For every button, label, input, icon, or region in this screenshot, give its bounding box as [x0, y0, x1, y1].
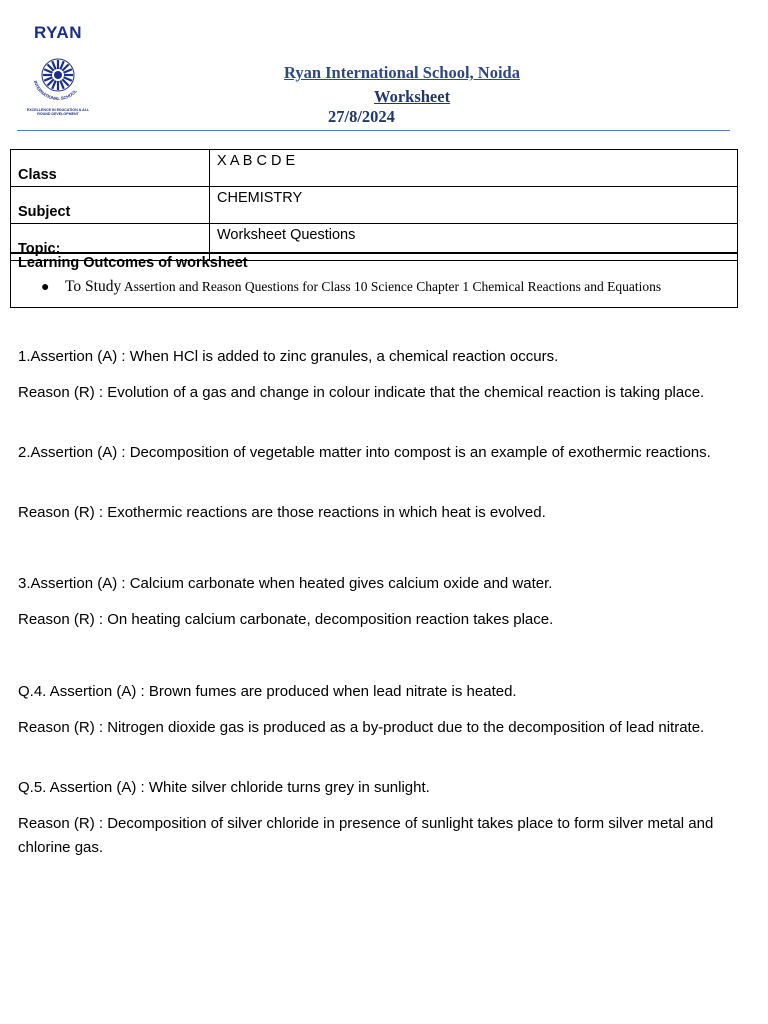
header-divider [17, 130, 730, 131]
logo-ray [44, 69, 52, 72]
learning-outcomes-box [10, 252, 738, 308]
subject-value: CHEMISTRY [210, 187, 738, 224]
q3-reason: Reason (R) : On heating calcium carbonate, decomposition reaction takes place. [18, 611, 554, 628]
bullet-icon: ● [41, 280, 50, 295]
info-table [10, 149, 738, 261]
logo-ray [52, 81, 55, 89]
worksheet-date: 27/8/2024 [328, 107, 395, 126]
class-row [11, 150, 738, 187]
q5-reason: Reason (R) : Decomposition of silver chloride in presence of sunlight takes place to form silver metal and chlorine gas. [18, 815, 714, 856]
logo-ray [64, 69, 72, 72]
class-value: X A B C D E [210, 150, 738, 187]
q2-reason: Reason (R) : Exothermic reactions are those reactions in which heat is evolved. [18, 504, 546, 521]
logo-tagline: EXCELLENCE IN EDUCATION & ALL ROUND DEVELOPMENT [26, 108, 90, 116]
logo-ray [60, 61, 63, 69]
learning-outcome-text: Assertion and Reason Questions for Class 10 Science Chapter 1 Chemical Reactions and Equations [123, 279, 662, 294]
logo-ray [47, 64, 53, 70]
topic-label: Topic: [11, 224, 210, 261]
subject-row [11, 187, 738, 224]
learning-outcomes-title: Learning Outcomes of worksheet [18, 255, 248, 271]
worksheet-title: Worksheet [374, 87, 451, 106]
q3-assertion: 3.Assertion (A) : Calcium carbonate when heated gives calcium oxide and water. [18, 575, 553, 592]
q1-assertion: 1.Assertion (A) : When HCl is added to zinc granules, a chemical reaction occurs. [18, 348, 559, 365]
logo-ray [62, 64, 68, 70]
logo-emblem-icon [30, 38, 86, 108]
q4-assertion: Q.4. Assertion (A) : Brown fumes are produced when lead nitrate is heated. [18, 683, 517, 700]
logo-ray [44, 77, 52, 80]
school-logo [26, 23, 90, 116]
logo-ray [60, 81, 63, 89]
logo-ray [64, 77, 72, 80]
logo-ray [47, 79, 53, 85]
q5-assertion: Q.5. Assertion (A) : White silver chloride turns grey in sunlight. [18, 779, 430, 796]
topic-value: Worksheet Questions [210, 224, 738, 261]
q1-reason: Reason (R) : Evolution of a gas and change in colour indicate that the chemical reaction is taking place. [18, 384, 705, 401]
class-label: Class [11, 150, 210, 187]
learning-outcome-lead: To Study [65, 278, 122, 295]
q4-reason: Reason (R) : Nitrogen dioxide gas is produced as a by-product due to the decomposition of lead nitrate. [18, 719, 705, 736]
school-name: Ryan International School, Noida [284, 63, 520, 82]
learning-outcome-item [41, 278, 661, 296]
logo-ring-text: INTERNATIONAL SCHOOL [32, 80, 78, 102]
logo-ray [52, 61, 55, 69]
logo-wordmark: RYAN [34, 23, 82, 42]
subject-label: Subject [11, 187, 210, 224]
q2-assertion: 2.Assertion (A) : Decomposition of vegetable matter into compost is an example of exothermic reactions. [18, 444, 711, 461]
logo-ray [62, 79, 68, 85]
